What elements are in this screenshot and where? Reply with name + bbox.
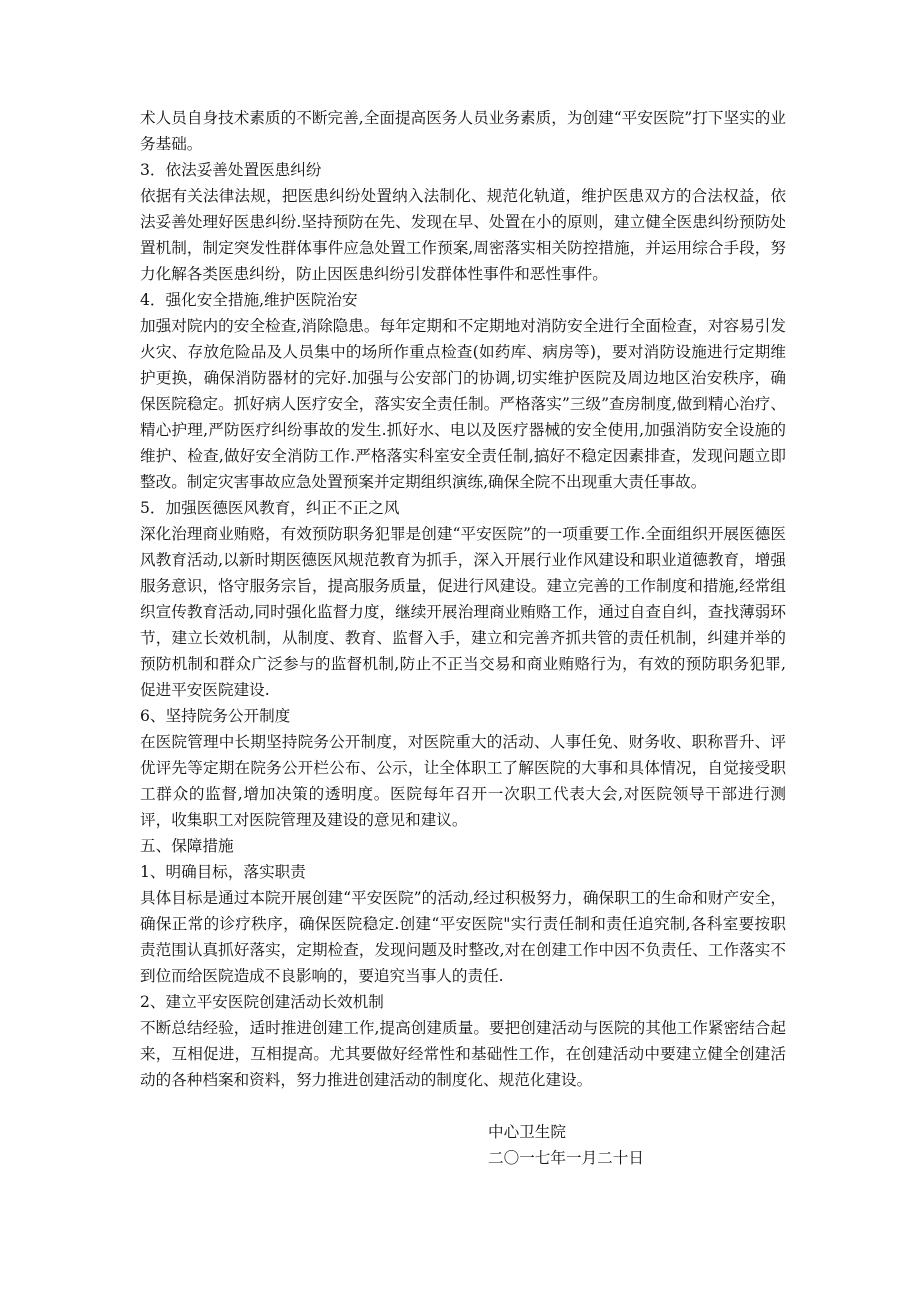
heading-measure-1: 1、明确目标，落实职责 (140, 863, 306, 881)
document-body (140, 105, 786, 1171)
signature-date: 二〇一七年一月二十日 (488, 1149, 644, 1167)
heading-section-6: 6、坚持院务公开制度 (140, 707, 291, 725)
paragraph-section-6: 在医院管理中长期坚持院务公开制度，对医院重大的活动、人事任免、财务收、职称晋升、评优评先等定期在院务公开栏公布、公示，让全体职工了解医院的大事和具体情况，自觉接受职工群众的监督,增加决策的透明度。医院每年召开一次职工代表大会,对医院领导干部进行测评，收集职工对医院管理及建设的意见和建议。 (140, 733, 786, 829)
signature-organization: 中心卫生院 (488, 1123, 566, 1141)
paragraph-measure-2: 不断总结经验，适时推进创建工作,提高创建质量。要把创建活动与医院的其他工作紧密结合起来，互相促进，互相提高。尤其要做好经常性和基础性工作，在创建活动中要建立健全创建活动的各种档案和资料，努力推进创建活动的制度化、规范化建设。 (140, 1019, 786, 1089)
heading-section-3: 3．依法妥善处置医患纠纷 (140, 161, 322, 179)
paragraph-intro-continued: 术人员自身技术素质的不断完善,全面提高医务人员业务素质，为创建“平安医院”打下坚实的业务基础。 (140, 109, 786, 153)
signature-block (488, 1119, 786, 1171)
paragraph-measure-1: 具体目标是通过本院开展创建“平安医院”的活动,经过积极努力，确保职工的生命和财产安全，确保正常的诊疗秩序，确保医院稳定.创建“平安医院"实行责任制和责任追究制,各科室要按职责范围认真抓好落实，定期检查，发现问题及时整改,对在创建工作中因不负责任、工作落实不到位而给医院造成不良影响的，要追究当事人的责任. (140, 889, 786, 985)
paragraph-section-5: 深化治理商业贿赂，有效预防职务犯罪是创建“平安医院”的一项重要工作.全面组织开展医德医风教育活动,以新时期医德医风规范教育为抓手，深入开展行业作风建设和职业道德教育，增强服务意识，恪守服务宗旨，提高服务质量，促进行风建设。建立完善的工作制度和措施,经常组织宣传教育活动,同时强化监督力度，继续开展治理商业贿赂工作，通过自查自纠，查找薄弱环节，建立长效机制，从制度、教育、监督入手，建立和完善齐抓共管的责任机制，纠建并举的预防机制和群众广泛参与的监督机制,防止不正当交易和商业贿赂行为，有效的预防职务犯罪,促进平安医院建设. (140, 525, 786, 699)
heading-measure-2: 2、建立平安医院创建活动长效机制 (140, 993, 384, 1011)
heading-section-5: 5．加强医德医风教育，纠正不正之风 (140, 499, 400, 517)
paragraph-section-3: 依据有关法律法规，把医患纠纷处置纳入法制化、规范化轨道，维护医患双方的合法权益，依法妥善处理好医患纠纷.坚持预防在先、发现在早、处置在小的原则，建立健全医患纠纷预防处置机制，制定突发性群体事件应急处置工作预案,周密落实相关防控措施，并运用综合手段，努力化解各类医患纠纷，防止因医患纠纷引发群体性事件和恶性事件。 (140, 187, 786, 283)
heading-section-4: 4．强化安全措施,维护医院治安 (140, 291, 358, 309)
paragraph-section-4: 加强对院内的安全检查,消除隐患。每年定期和不定期地对消防安全进行全面检查，对容易引发火灾、存放危险品及人员集中的场所作重点检查(如药库、病房等)，要对消防设施进行定期维护更换，确保消防器材的完好.加强与公安部门的协调,切实维护医院及周边地区治安秩序，确保医院稳定。抓好病人医疗安全，落实安全责任制。严格落实”三级”查房制度,做到精心治疗、精心护理,严防医疗纠纷事故的发生.抓好水、电以及医疗器械的安全使用,加强消防安全设施的维护、检查,做好安全消防工作.严格落实科室安全责任制,搞好不稳定因素排查，发现问题立即整改。制定灾害事故应急处置预案并定期组织演练,确保全院不出现重大责任事故。 (140, 317, 786, 491)
heading-part-5: 五、保障措施 (140, 837, 234, 855)
